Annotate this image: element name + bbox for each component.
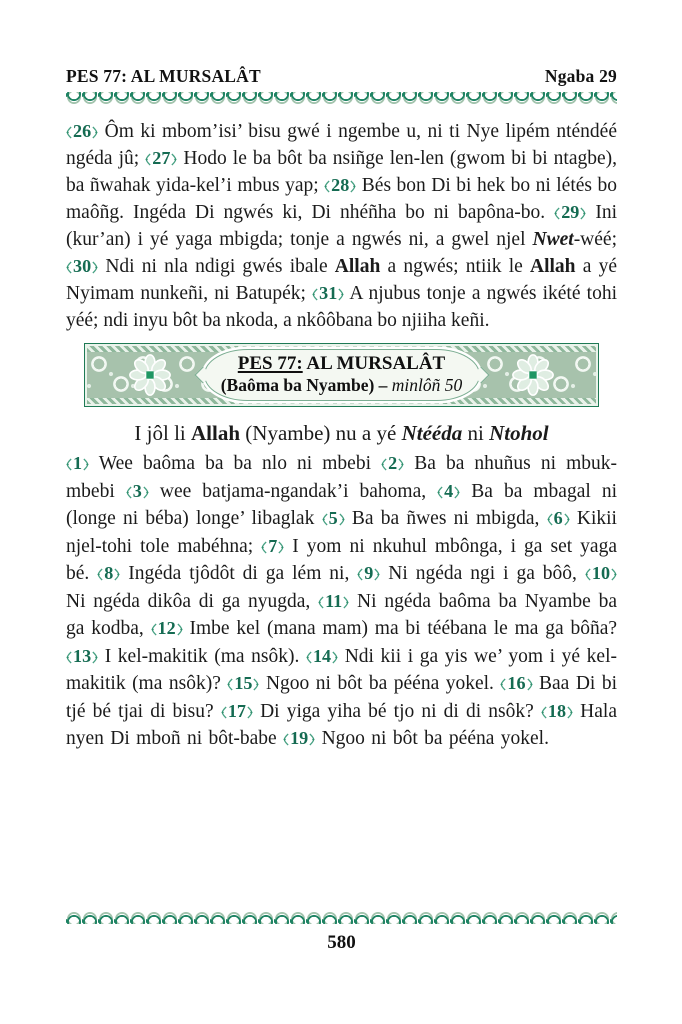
verse-number-marker [554, 202, 586, 223]
ornate-bracket-icon [143, 486, 149, 499]
verse-number: 10 [591, 563, 610, 583]
verse-number-marker [97, 563, 120, 584]
verse-number-marker [541, 701, 573, 722]
verse-number: 17 [227, 700, 246, 721]
verse-number-marker [145, 148, 177, 169]
verse-text: Ni ngéda ngi i ga bôô, [380, 563, 585, 584]
verse-number-marker [151, 618, 183, 639]
verse-text: Ndi kii i ga yis we’ yom i yé kel-makitik (ma nsôk)? [66, 645, 617, 694]
ornamental-rule-bottom [66, 908, 617, 924]
surah-translation: (Baôma ba Nyambe) – [220, 375, 388, 395]
ornate-bracket-icon [278, 541, 284, 554]
verse-text: Hodo le ba bôt ba nsiñge len-len (gwom bi bi ntagbe), ba ñwahak yida-kel’i mbus yap; [66, 148, 617, 196]
verse-number: 14 [312, 645, 332, 666]
ornate-bracket-icon [83, 458, 89, 471]
verse-number: 28 [331, 175, 350, 195]
surah-name: AL MURSALÂT [306, 353, 446, 374]
verse-text: ni [462, 421, 490, 445]
verse-number-marker [283, 728, 315, 749]
ornate-bracket-icon [92, 261, 98, 274]
verse-text: Ni ngéda baôma ba Nyambe ba ga kodba, [66, 590, 617, 639]
ornate-bracket-icon [92, 126, 98, 139]
arabesque-flower-icon [127, 352, 173, 398]
ornate-bracket-icon [398, 458, 404, 471]
verse-number: 26 [73, 121, 92, 141]
verse-number: 29 [561, 202, 580, 222]
verse-number: 9 [364, 563, 374, 583]
ornate-bracket-icon [338, 288, 344, 301]
verse-text: Ngoo ni bôt ba pééna yokel. [315, 728, 549, 749]
verse-number-marker [66, 256, 98, 277]
verse-text: I kel-makitik (ma nsôk). [98, 645, 306, 667]
ornate-bracket-icon [564, 513, 570, 526]
ornamental-rule-top [66, 92, 617, 108]
verse-number: 6 [553, 508, 563, 528]
verse-number-marker [357, 563, 380, 584]
ornate-bracket-icon [322, 513, 328, 526]
verse-text: Ba ba mbagal ni (longe ni béba) longe’ libaglak [66, 480, 617, 529]
verse-number: 12 [157, 618, 176, 638]
surah-title-line [205, 353, 479, 375]
ornate-bracket-icon [151, 623, 157, 636]
ornate-bracket-icon [126, 486, 132, 499]
verse-number: 27 [152, 148, 171, 168]
ornate-bracket-icon [177, 623, 183, 636]
verse-number: 16 [507, 673, 526, 693]
ornate-bracket-icon [611, 568, 617, 581]
verse-number-marker [318, 591, 349, 612]
emphasized-word: Allah [334, 256, 381, 277]
bismillah-line [66, 420, 617, 446]
ornate-bracket-icon [454, 486, 460, 499]
ornate-bracket-icon [309, 733, 315, 746]
emphasized-word: Ntééda [401, 421, 463, 445]
ornate-bracket-icon [114, 568, 120, 581]
verse-text: Kikii njel-tohi tole mabéhna; [66, 508, 617, 557]
surah-subtitle-line [205, 375, 479, 396]
verse-number: 13 [73, 645, 92, 666]
surah-banner [84, 343, 599, 407]
ornate-bracket-icon [547, 513, 553, 526]
verse-paragraph-2 [66, 450, 617, 753]
verse-number: 15 [234, 673, 253, 693]
verse-number: 2 [388, 453, 398, 473]
verse-number: 4 [444, 480, 454, 501]
verse-text: Ba ba ñwes ni mbigda, [344, 508, 547, 529]
verse-paragraph-1 [66, 118, 617, 334]
verse-text: Hala nyen Di mboñ ni bôt-babe [66, 700, 617, 749]
emphasized-word: Ntohol [489, 421, 549, 445]
page-number: 580 [327, 932, 356, 953]
emphasized-word: Nwet [532, 229, 574, 250]
verse-number-marker [306, 646, 338, 667]
verse-text: Ni ngéda dikôa di ga nyugda, [66, 590, 319, 612]
verse-number-marker [437, 481, 460, 502]
ornate-bracket-icon [343, 596, 349, 609]
verse-number: 31 [319, 283, 338, 303]
surah-reference: PES 77: [237, 353, 303, 374]
verse-text: Ba ba nhuñus ni mbuk-mbebi [66, 453, 617, 502]
ornate-bracket-icon [350, 180, 356, 193]
verse-text: Ini (kur’an) i yé yaga mbigda; tonje a ngwés ni, a gwel njel [66, 202, 617, 250]
verse-text: Ingéda tjôdôt di ga lém ni, [120, 563, 358, 584]
verse-text: Ngoo ni bôt ba pééna yokel. [259, 673, 501, 694]
ornate-bracket-icon [374, 568, 380, 581]
verse-text: a ngwés; ntiik le [380, 256, 531, 277]
running-head [66, 66, 617, 87]
verse-number: 19 [290, 728, 309, 748]
ornate-bracket-icon [580, 207, 586, 220]
verse-number: 1 [73, 453, 83, 473]
verse-number: 8 [104, 563, 114, 583]
verse-text: I jôl li [134, 421, 192, 445]
verse-text: Wee baôma ba ba nlo ni mbebi [89, 453, 382, 474]
surah-title-cartouche [204, 349, 480, 401]
verse-number: 3 [132, 480, 142, 501]
verse-number-marker [585, 563, 617, 584]
verse-number-marker [324, 175, 356, 196]
verse-text: A njubus tonje a ngwés ikété tohi yéé; ndi inyu bôt ba nkoda, a nkôôbana bo njiiha keñi. [66, 283, 617, 331]
verse-number: 18 [547, 700, 567, 721]
verse-text: a yé Nyimam nunkeñi, ni Batupék; [66, 256, 617, 304]
ornate-bracket-icon [585, 568, 591, 581]
verse-text: Ôm ki mbom’isi’ bisu gwé i ngembe u, ni ti Nye lipém nténdéé ngéda jû; [66, 121, 617, 169]
verse-number: 11 [325, 590, 343, 611]
verse-text: Bés bon Di bi hek bo ni létés bo maôñg. Ingéda Di ngwés ki, Di nhéñha bo ni bapôna-bo. [66, 175, 617, 223]
verse-text: (Nyambe) nu a yé [240, 421, 402, 445]
verse-text: Ndi ni nla ndigi gwés ibale [98, 256, 335, 277]
verse-text: wee batjama-ngandak’i bahoma, [148, 480, 438, 502]
verse-text: Di yiga yiha bé tjo ni di di nsôk? [252, 700, 541, 722]
ornate-bracket-icon [171, 153, 177, 166]
verse-number-marker [227, 673, 259, 694]
verse-text: Baa Di bi tjé bé tjai di bisu? [66, 673, 617, 722]
verse-number-marker [547, 508, 570, 529]
ornate-bracket-icon [247, 706, 253, 719]
emphasized-word: Allah [530, 256, 576, 277]
verse-number-marker [66, 646, 98, 667]
verse-number-marker [66, 453, 89, 474]
verse-number: 7 [268, 535, 278, 556]
verse-number-marker [500, 673, 532, 694]
verse-number-marker [221, 701, 253, 722]
verse-number-marker [322, 508, 345, 529]
ornate-bracket-icon [527, 678, 533, 691]
verse-text: I yom ni nkuhul mbônga, i ga set yaga bé. [66, 535, 617, 584]
verse-text: Imbe kel (mana mam) ma bi téébana le ma ga bôña? [182, 618, 618, 639]
running-head-surah: PES 77: AL MURSALÂT [66, 66, 261, 86]
surah-verse-count: minlôñ 50 [391, 375, 463, 395]
ornate-bracket-icon [221, 706, 227, 719]
verse-number-marker [312, 283, 344, 304]
verse-text: -wéé; [573, 229, 617, 250]
verse-number-marker [66, 121, 98, 142]
arabesque-flower-icon [510, 352, 556, 398]
ornate-bracket-icon [567, 706, 573, 719]
verse-number-marker [126, 481, 149, 502]
ornate-bracket-icon [332, 651, 338, 664]
emphasized-word: Allah [191, 421, 241, 445]
verse-number: 5 [328, 508, 338, 528]
running-head-juz: Ngaba 29 [544, 66, 617, 86]
ornate-bracket-icon [339, 513, 345, 526]
verse-number: 30 [73, 256, 92, 276]
verse-number-marker [381, 453, 404, 474]
verse-number-marker [261, 536, 284, 557]
ornate-bracket-icon [92, 651, 98, 664]
page-footer [66, 908, 617, 954]
ornate-bracket-icon [253, 678, 259, 691]
